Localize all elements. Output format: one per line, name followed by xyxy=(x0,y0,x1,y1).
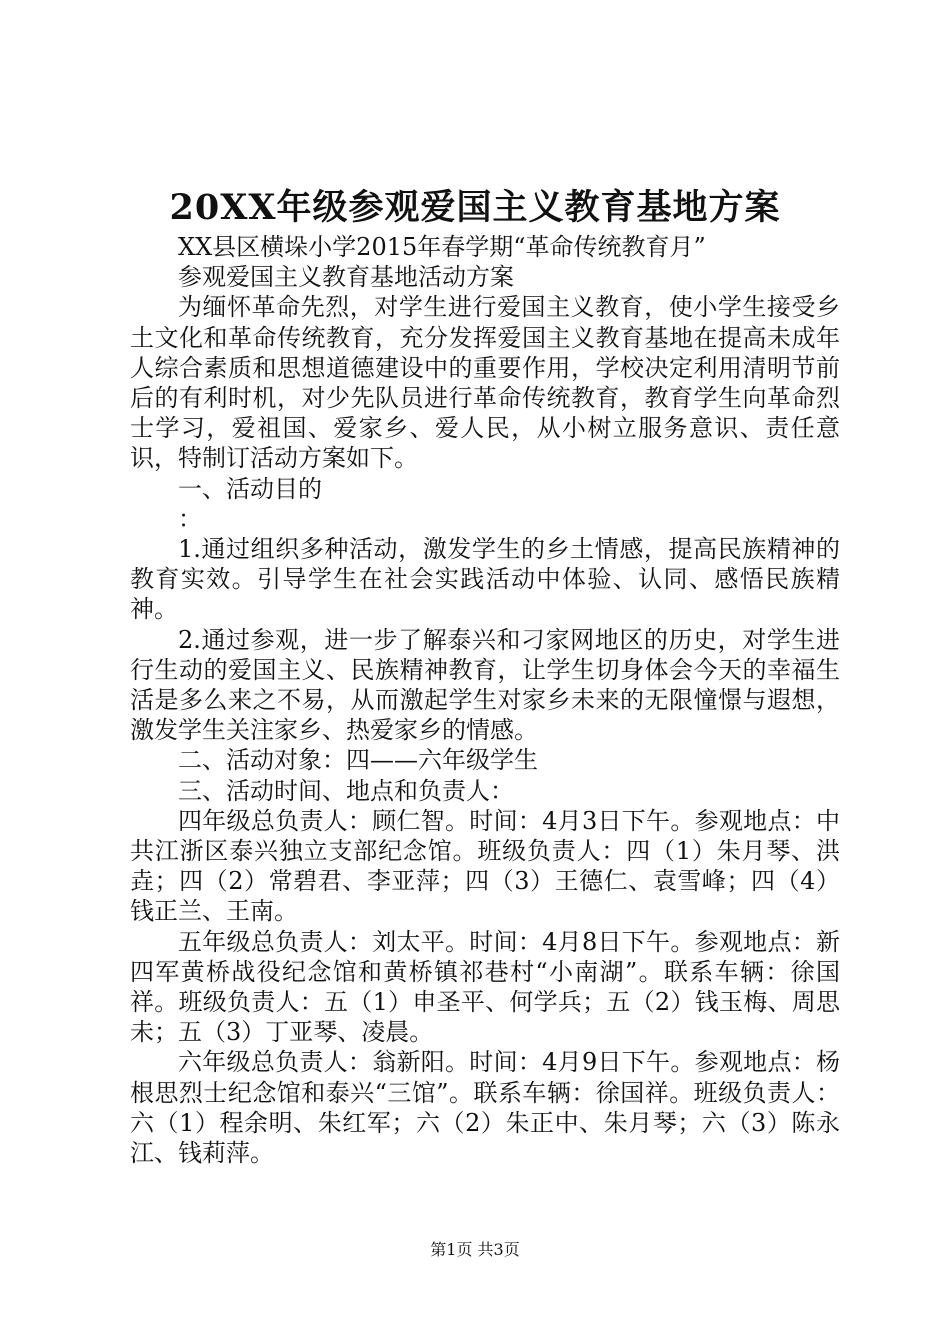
document-body xyxy=(130,232,840,1168)
goal-2-paragraph: 2.通过参观，进一步了解泰兴和刁家网地区的历史，对学生进行生动的爱国主义、民族精神教育，让学生切身体会今天的幸福生活是多么来之不易，从而激起学生对家乡未来的无限憧憬与遐想，激发学生关注家乡、热爱家乡的情感。 xyxy=(130,625,840,745)
intro-paragraph: 为缅怀革命先烈，对学生进行爱国主义教育，使小学生接受乡土文化和革命传统教育，充分发挥爱国主义教育基地在提高未成年人综合素质和思想道德建设中的重要作用，学校决定利用清明节前后的有利时机，对少先队员进行革命传统教育，教育学生向革命烈士学习，爱祖国、爱家乡、爱人民，从小树立服务意识、责任意识，特制订活动方案如下。 xyxy=(130,293,840,473)
section-3-heading: 三、活动时间、地点和负责人： xyxy=(178,776,514,805)
section-1-colon: ： xyxy=(178,504,202,533)
document-title: 20XX年级参观爱国主义教育基地方案 xyxy=(169,187,781,228)
goal-1-paragraph: 1.通过组织多种活动，激发学生的乡土情感，提高民族精神的教育实效。引导学生在社会实践活动中体验、认同、感悟民族精神。 xyxy=(130,535,840,624)
grade-5-paragraph: 五年级总负责人：刘太平。时间：4月8日下午。参观地点：新四军黄桥战役纪念馆和黄桥镇祁巷村“小南湖”。联系车辆：徐国祥。班级负责人：五（1）申圣平、何学兵；五（2）钱玉梅、周思未；五（3）丁亚琴、凌晨。 xyxy=(130,927,840,1047)
grade-4-paragraph: 四年级总负责人：顾仁智。时间：4月3日下午。参观地点：中共江浙区泰兴独立支部纪念馆。班级负责人：四（1）朱月琴、洪垚；四（2）常碧君、李亚萍；四（3）王德仁、袁雪峰；四（4）钱正兰、王南。 xyxy=(130,806,840,926)
subtitle-line-1: XX县区横垛小学2015年春学期“革命传统教育月” xyxy=(178,233,706,261)
section-1-heading: 一、活动目的 xyxy=(178,474,322,503)
page-footer: 第1页 共3页 xyxy=(430,1240,520,1259)
grade-6-paragraph: 六年级总负责人：翁新阳。时间：4月9日下午。参观地点：杨根思烈士纪念馆和泰兴“三馆”。联系车辆：徐国祥。班级负责人：六（1）程余明、朱红军；六（2）朱正中、朱月琴；六（3）陈永江、钱莉萍。 xyxy=(130,1048,840,1168)
subtitle-line-2: 参观爱国主义教育基地活动方案 xyxy=(178,263,514,292)
section-2-heading: 二、活动对象：四——六年级学生 xyxy=(178,746,538,775)
